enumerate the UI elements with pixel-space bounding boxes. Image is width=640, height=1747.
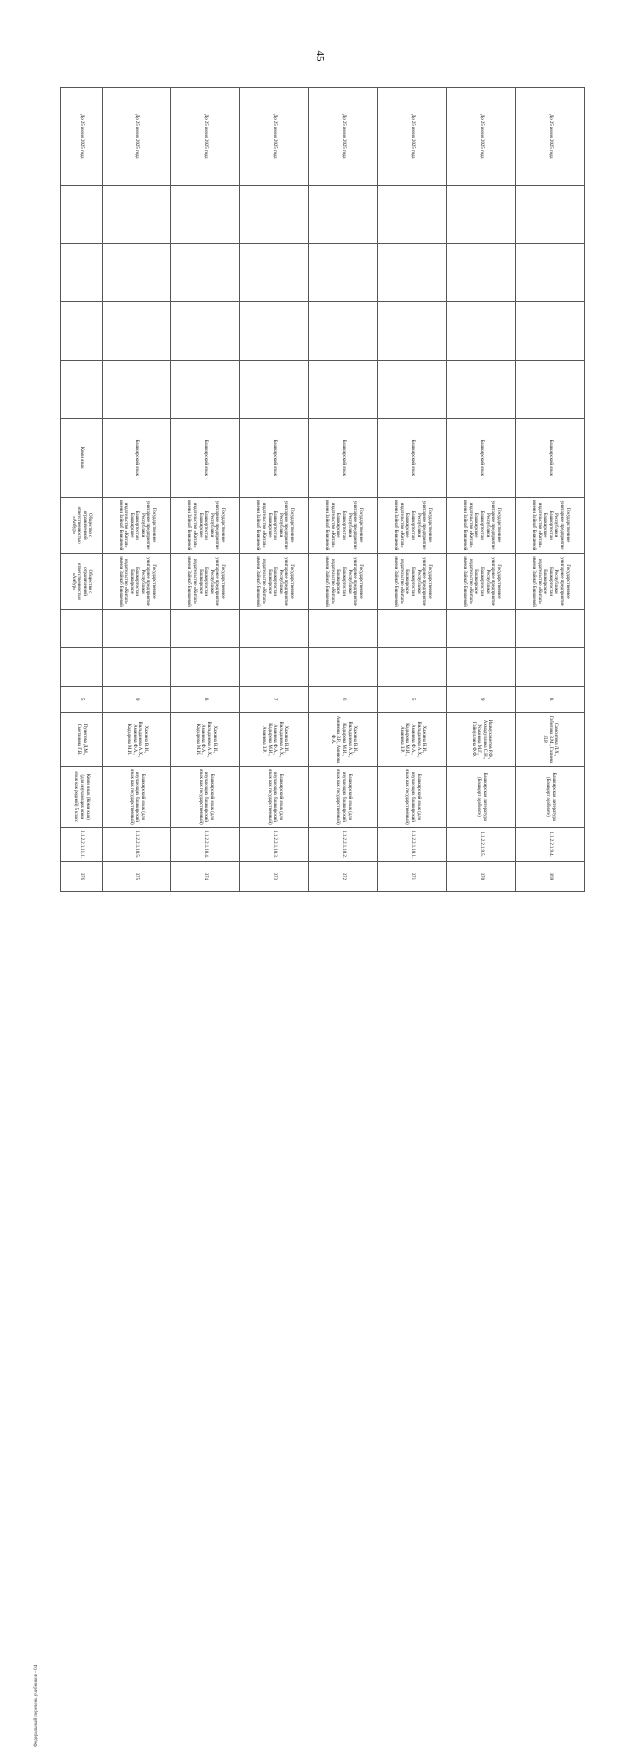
cell-grade: 7 [240,686,309,712]
table-row [102,88,171,892]
cell-empty [61,360,103,418]
cell-code: 1.1.2.2.1.10.4. [171,827,240,861]
cell-empty [309,185,378,243]
cell-code: 1.1.2.2.1.10.2. [309,827,378,861]
cell-empty [447,360,516,418]
cell-empty [61,648,103,686]
cell-date: До 25 июня 2025 года [447,88,516,186]
cell-title: Башкирский язык (для изучающих башкирский язык как государственный) [102,767,171,827]
cell-title: Башкирская литература (Бәшқорт әҙәбиәте) [516,767,585,827]
cell-publisher: Государственное унитарное предприятие Республики Башкортостан Башкирское издательство «Китап» имени Зайнаб Биишевой [378,497,447,553]
table-row [171,88,240,892]
cell-code: 1.1.2.2.1.10.5. [102,827,171,861]
cell-rights-holder: Государственное унитарное предприятие Республики Башкортостан Башкирское издательство «Китап» имени Зайнаб Биишевой [171,553,240,609]
cell-empty [447,610,516,648]
cell-language: Башкирский язык [240,419,309,497]
cell-rights-holder: Государственное унитарное предприятие Республики Башкортостан Башкирское издательство «Китап» имени Зайнаб Биишевой [516,553,585,609]
cell-number: 370 [447,861,516,891]
cell-language: Башкирский язык [447,419,516,497]
cell-empty [171,185,240,243]
cell-number: 376 [61,861,103,891]
cell-publisher: Общество с ограниченной ответственностью «Анбур» [61,497,103,553]
cell-empty [102,302,171,360]
cell-empty [447,648,516,686]
cell-empty [102,648,171,686]
cell-date: До 25 июня 2025 года [378,88,447,186]
cell-number: 372 [309,861,378,891]
cell-title: Башкирский язык (для изучающих башкирский язык как государственный) [171,767,240,827]
cell-empty [516,610,585,648]
cell-empty [309,360,378,418]
cell-number: 369 [516,861,585,891]
cell-empty [378,243,447,301]
table-row [516,88,585,892]
cell-language: Башкирский язык [171,419,240,497]
cell-code: 1.1.2.2.1.11.1. [61,827,103,861]
cell-authors: Ишмухаметов Р.Ф., Ахмадуллина С.Н., Усманова М.Г., Гайнуллина Ф.Ф. [447,712,516,766]
cell-number: 374 [171,861,240,891]
cell-empty [309,243,378,301]
cell-code: 1.1.2.2.1.10.3. [240,827,309,861]
cell-title: Башкирская литература (Бәшқорт әҙәбиәте) [447,767,516,827]
cell-code: 1.1.2.2.1.9.4. [516,827,585,861]
cell-date: До 25 июня 2025 года [61,88,103,186]
cell-title: Башкирский язык (для изучающих башкирский язык как государственный) [309,767,378,827]
cell-empty [102,360,171,418]
cell-empty [171,243,240,301]
cell-publisher: Государственное унитарное предприятие Республики Башкортостан Башкирское издательство «Китап» имени Зайнаб Биишевой [102,497,171,553]
cell-empty [61,185,103,243]
cell-empty [309,302,378,360]
cell-empty [378,610,447,648]
cell-empty [378,185,447,243]
cell-language: Башкирский язык [516,419,585,497]
cell-date: До 25 июня 2025 года [240,88,309,186]
cell-title: Башкирский язык (для изучающих башкирский язык как государственный) [378,767,447,827]
cell-grade: 9 [102,686,171,712]
cell-authors: Самситова Л.Х., Габитова З.М., Галиева Л.Р. [516,712,585,766]
table-row [240,88,309,892]
cell-empty [378,302,447,360]
cell-publisher: Государственное унитарное предприятие Республики Башкортостан Башкирское издательство «Китап» имени Зайнаб Биишевой [171,497,240,553]
cell-authors: Хажина В.И., Вильданова А.Х., Аминова Ф.А., Кадырова М.И. [171,712,240,766]
cell-rights-holder: Государственное унитарное предприятие Республики Башкортостан Башкирское издательство «Китап» имени Зайнаб Биишевой [378,553,447,609]
cell-publisher: Государственное унитарное предприятие Республики Башкортостан Башкирское издательство «Китап» имени Зайнаб Биишевой [447,497,516,553]
page-number: 45 [314,50,326,62]
cell-empty [240,360,309,418]
cell-publisher: Государственное унитарное предприятие Республики Башкортостан Башкирское издательство «Китап» имени Зайнаб Биишевой [516,497,585,553]
cell-date: До 25 июня 2025 года [309,88,378,186]
cell-date: До 25 июня 2025 года [102,88,171,186]
table-row [309,88,378,892]
cell-publisher: Государственное унитарное предприятие Республики Башкортостан Башкирское издательство «Китап» имени Зайнаб Биишевой [240,497,309,553]
cell-empty [61,610,103,648]
cell-language: Башкирский язык [378,419,447,497]
cell-number: 375 [102,861,171,891]
cell-empty [240,302,309,360]
cell-grade: 8 [516,686,585,712]
cell-empty [171,610,240,648]
cell-publisher: Государственное унитарное предприятие Республики Башкортостан Башкирское издательство «Китап» имени Зайнаб Биишевой [309,497,378,553]
cell-empty [378,648,447,686]
cell-empty [61,243,103,301]
cell-empty [516,302,585,360]
cell-empty [516,648,585,686]
cell-rights-holder: Государственное унитарное предприятие Республики Башкортостан Башкирское издательство «Китап» имени Зайнаб Биишевой [447,553,516,609]
cell-empty [516,243,585,301]
table-row [61,88,103,892]
cell-empty [516,185,585,243]
cell-authors: Пунегова Д.М., Сметанина Г.В. [61,712,103,766]
rotated-table-area [55,12,585,892]
cell-title: Башкирский язык (для изучающих башкирский язык как государственный) [240,767,309,827]
cell-grade: 9 [447,686,516,712]
cell-empty [171,648,240,686]
cell-empty [171,360,240,418]
cell-date: До 25 июня 2025 года [516,88,585,186]
cell-empty [240,610,309,648]
cell-empty [240,243,309,301]
cell-rights-holder: Общество с ограниченной ответственностью «Анбур» [61,553,103,609]
cell-empty [102,243,171,301]
cell-grade: 8 [171,686,240,712]
cell-empty [447,302,516,360]
cell-language: Башкирский язык [102,419,171,497]
cell-authors: Хажина В.И., Вильданова А.Х., Кадырова М.И., Аминова З.Р., Аминова Ф.А. [309,712,378,766]
cell-empty [102,185,171,243]
cell-rights-holder: Государственное унитарное предприятие Республики Башкортостан Башкирское издательство «Китап» имени Зайнаб Биишевой [240,553,309,609]
cell-authors: Хажина В.И., Вильданова А.Х., Аминова Ф.А., Кадырова М.И., Аминова З.Р. [378,712,447,766]
cell-code: 1.1.2.2.1.10.1. [378,827,447,861]
cell-authors: Хажина В.И., Вильданова А.Х., Аминова Ф.А., Кадырова М.И. [102,712,171,766]
cell-empty [171,302,240,360]
cell-rights-holder: Государственное унитарное предприятие Республики Башкортостан Башкирское издательство «Китап» имени Зайнаб Биишевой [102,553,171,609]
cell-empty [309,610,378,648]
cell-rights-holder: Государственное унитарное предприятие Республики Башкортостан Башкирское издательство «Китап» имени Зайнаб Биишевой [309,553,378,609]
cell-language: Коми язык [61,419,103,497]
cell-title: Коми язык (Коми кыв) (для изучающих коми язык как родной) 5 класс [61,767,103,827]
cell-grade: 5 [61,686,103,712]
cell-empty [378,360,447,418]
cell-empty [240,648,309,686]
cell-empty [309,648,378,686]
cell-code: 1.1.2.2.1.9.5. [447,827,516,861]
cell-empty [102,610,171,648]
page-footer: Федеральный перечень учебников - 04 [34,1664,39,1747]
cell-empty [447,243,516,301]
textbook-table [60,87,585,892]
cell-empty [516,360,585,418]
cell-grade: 6 [309,686,378,712]
cell-empty [240,185,309,243]
cell-number: 371 [378,861,447,891]
cell-empty [61,302,103,360]
cell-authors: Хажина В.И., Вильданова А.Х., Аминова Ф.А., Кадырова М.И., Аминова З.Р. [240,712,309,766]
table-row [447,88,516,892]
cell-number: 373 [240,861,309,891]
cell-empty [447,185,516,243]
cell-date: До 25 июня 2025 года [171,88,240,186]
table-row [378,88,447,892]
cell-grade: 5 [378,686,447,712]
cell-language: Башкирский язык [309,419,378,497]
